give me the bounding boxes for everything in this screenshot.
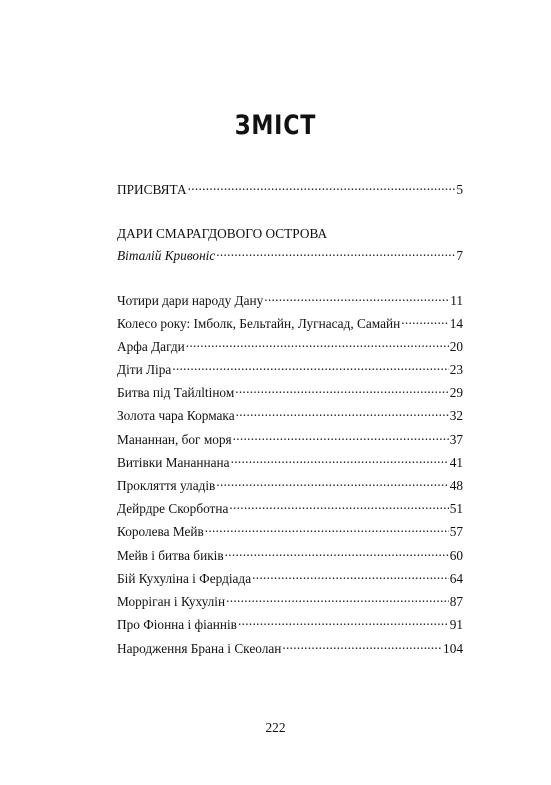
toc-entry[interactable]	[117, 474, 463, 494]
entry-title: Дейрдре Скорботна	[117, 501, 229, 516]
entry-title: ПРИСВЯТА	[117, 182, 187, 197]
entry-page: 29	[449, 385, 463, 400]
dot-leader	[186, 335, 449, 351]
toc-entry[interactable]	[117, 590, 463, 610]
dot-leader	[233, 428, 449, 444]
entry-page: 32	[449, 408, 463, 423]
dot-leader	[188, 178, 456, 194]
dot-leader	[172, 358, 448, 374]
dot-leader	[225, 544, 449, 560]
entry-title: Про Фіонна і фіаннів	[117, 617, 237, 632]
entry-page: 51	[449, 501, 463, 516]
toc-entry[interactable]	[117, 637, 463, 657]
entry-page: 5	[456, 182, 463, 197]
toc-entry[interactable]	[117, 451, 463, 471]
dot-leader	[236, 404, 449, 420]
dot-leader	[264, 289, 449, 305]
dot-leader	[216, 474, 448, 490]
toc-entry[interactable]	[117, 404, 463, 424]
toc-entry[interactable]	[117, 544, 463, 564]
toc-entry-section-author[interactable]	[117, 244, 463, 264]
toc-entry[interactable]	[117, 381, 463, 401]
dot-leader	[401, 312, 448, 328]
entry-page: 57	[449, 524, 463, 539]
entry-title: Бій Кухуліна і Фердіада	[117, 571, 252, 586]
entry-title: Арфа Дагди	[117, 339, 185, 354]
toc-entry[interactable]	[117, 312, 463, 332]
entry-title: Мейв і битва биків	[117, 548, 224, 563]
toc-entry-dedication[interactable]	[117, 178, 463, 198]
entry-page: 87	[449, 594, 463, 609]
toc-entry[interactable]	[117, 567, 463, 587]
page-title: ЗМІСТ	[234, 110, 317, 141]
entry-title: Мананнан, бог моря	[117, 432, 232, 447]
entry-page: 14	[449, 316, 463, 331]
dot-leader	[238, 613, 449, 629]
entry-title: Чотири дари народу Дану	[117, 293, 264, 308]
dot-leader	[282, 637, 442, 653]
entry-title: Прокляття уладів	[117, 478, 216, 493]
dot-leader	[235, 381, 448, 397]
entry-page: 48	[449, 478, 463, 493]
toc-entry[interactable]	[117, 428, 463, 448]
dot-leader	[216, 244, 455, 260]
toc-entry[interactable]	[117, 335, 463, 355]
dot-leader	[205, 520, 449, 536]
toc-entry[interactable]	[117, 289, 463, 309]
entry-page: 41	[449, 455, 463, 470]
entry-page: 64	[449, 571, 463, 586]
entry-title: Битва під Тайлltіном	[117, 385, 235, 400]
entry-page: 7	[456, 248, 463, 263]
entry-title: Морріган і Кухулін	[117, 594, 226, 609]
entry-page: 91	[449, 617, 463, 632]
entry-title: Витівки Мананнана	[117, 455, 230, 470]
dot-leader	[229, 497, 448, 513]
entry-title: Королева Мейв	[117, 524, 204, 539]
entry-page: 37	[449, 432, 463, 447]
entry-page: 11	[450, 293, 463, 308]
entry-page: 60	[449, 548, 463, 563]
toc-entry[interactable]	[117, 520, 463, 540]
entry-title: Народження Брана і Скеолан	[117, 641, 282, 656]
entry-title: Золота чара Кормака	[117, 408, 235, 423]
entry-page: 20	[449, 339, 463, 354]
toc-entry[interactable]	[117, 613, 463, 633]
section-title: ДАРИ СМАРАГДОВОГО ОСТРОВА	[117, 226, 328, 241]
entry-page: 104	[443, 641, 463, 656]
section-author: Віталій Кривоніс	[117, 248, 216, 263]
entry-title: Колесо року: Імболк, Бельтайн, Лугнасад, Самайн	[117, 316, 401, 331]
page-number: 222	[265, 720, 286, 735]
dot-leader	[226, 590, 449, 606]
entry-page: 23	[449, 362, 463, 377]
toc-entry[interactable]	[117, 358, 463, 378]
toc-entry[interactable]	[117, 497, 463, 517]
dot-leader	[231, 451, 449, 467]
dot-leader	[252, 567, 449, 583]
entry-title: Діти Ліра	[117, 362, 172, 377]
